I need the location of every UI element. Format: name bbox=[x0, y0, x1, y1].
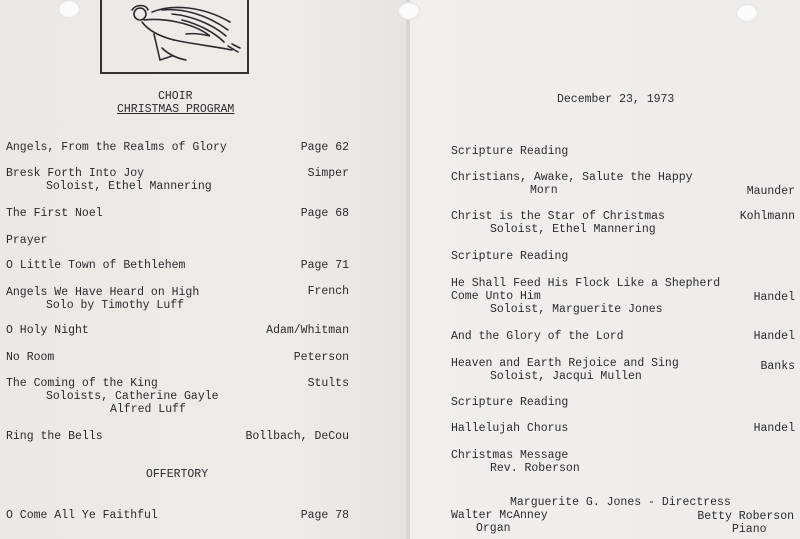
item-soloist: Solo by Timothy Luff bbox=[46, 299, 185, 312]
item-title: O Come All Ye Faithful bbox=[6, 509, 158, 522]
item-right: Handel bbox=[753, 422, 795, 435]
item-right: Bollbach, DeCou bbox=[245, 430, 349, 443]
item-title: The First Noel bbox=[6, 207, 103, 220]
item-title: Angels, From the Realms of Glory bbox=[6, 141, 227, 154]
item-title: Prayer bbox=[6, 234, 48, 247]
item-soloist: Soloist, Jacqui Mullen bbox=[490, 370, 642, 383]
item-title: Scripture Reading bbox=[451, 145, 569, 158]
angel-logo-frame bbox=[100, 0, 249, 74]
item-right: Page 62 bbox=[300, 141, 349, 154]
item-title: He Shall Feed His Flock Like a Shepherd bbox=[451, 277, 721, 290]
item-title: Bresk Forth Into Joy bbox=[6, 167, 145, 180]
program-date: December 23, 1973 bbox=[557, 93, 675, 106]
item-title: O Holy Night bbox=[6, 324, 89, 337]
item-right: Banks bbox=[760, 360, 795, 373]
item-title: Scripture Reading bbox=[451, 396, 569, 409]
item-right: Kohlmann bbox=[739, 210, 795, 223]
header-line2: CHRISTMAS PROGRAM bbox=[117, 103, 235, 116]
item-title-cont: Come Unto Him bbox=[451, 290, 541, 303]
item-right: Peterson bbox=[293, 351, 349, 364]
item-soloist: Soloist, Marguerite Jones bbox=[490, 303, 663, 316]
item-right: Page 71 bbox=[300, 259, 349, 272]
item-soloist: Soloists, Catherine Gayle bbox=[46, 390, 219, 403]
pianist-name: Betty Roberson bbox=[697, 510, 794, 523]
item-title: Scripture Reading bbox=[451, 250, 569, 263]
item-title: Heaven and Earth Rejoice and Sing bbox=[451, 357, 679, 370]
pianist-role: Piano bbox=[732, 523, 767, 536]
item-right: Handel bbox=[753, 291, 795, 304]
item-title: Christmas Message bbox=[451, 449, 569, 462]
item-right: Stults bbox=[307, 377, 349, 390]
item-title: No Room bbox=[6, 351, 55, 364]
item-title: And the Glory of the Lord bbox=[451, 330, 624, 343]
item-title: Ring the Bells bbox=[6, 430, 103, 443]
offertory-heading: OFFERTORY bbox=[146, 468, 209, 481]
item-title: The Coming of the King bbox=[6, 377, 158, 390]
item-right: Page 68 bbox=[300, 207, 349, 220]
director-credit: Marguerite G. Jones - Directress bbox=[510, 496, 731, 509]
header-line1: CHOIR bbox=[158, 90, 193, 103]
item-title: O Little Town of Bethlehem bbox=[6, 259, 186, 272]
item-soloist: Soloist, Ethel Mannering bbox=[46, 180, 212, 193]
item-right: French bbox=[307, 285, 349, 298]
item-title: Christians, Awake, Salute the Happy bbox=[451, 171, 693, 184]
item-title: Christ is the Star of Christmas bbox=[451, 210, 665, 223]
angel-trumpet-icon bbox=[102, 0, 247, 72]
item-right: Adam/Whitman bbox=[266, 324, 349, 337]
item-right: Page 78 bbox=[300, 509, 349, 522]
item-right: Handel bbox=[753, 330, 795, 343]
item-title-cont: Morn bbox=[530, 184, 558, 197]
punch-hole bbox=[736, 4, 758, 22]
item-right: Simper bbox=[307, 167, 349, 180]
punch-hole bbox=[58, 0, 80, 18]
organist-name: Walter McAnney bbox=[451, 509, 548, 522]
item-title: Angels We Have Heard on High bbox=[6, 286, 200, 299]
item-right: Maunder bbox=[746, 185, 795, 198]
item-soloist-2: Alfred Luff bbox=[110, 403, 186, 416]
punch-hole bbox=[398, 2, 420, 20]
item-title: Hallelujah Chorus bbox=[451, 422, 569, 435]
item-speaker: Rev. Roberson bbox=[490, 462, 580, 475]
organist-role: Organ bbox=[476, 522, 511, 535]
item-soloist: Soloist, Ethel Mannering bbox=[490, 223, 656, 236]
